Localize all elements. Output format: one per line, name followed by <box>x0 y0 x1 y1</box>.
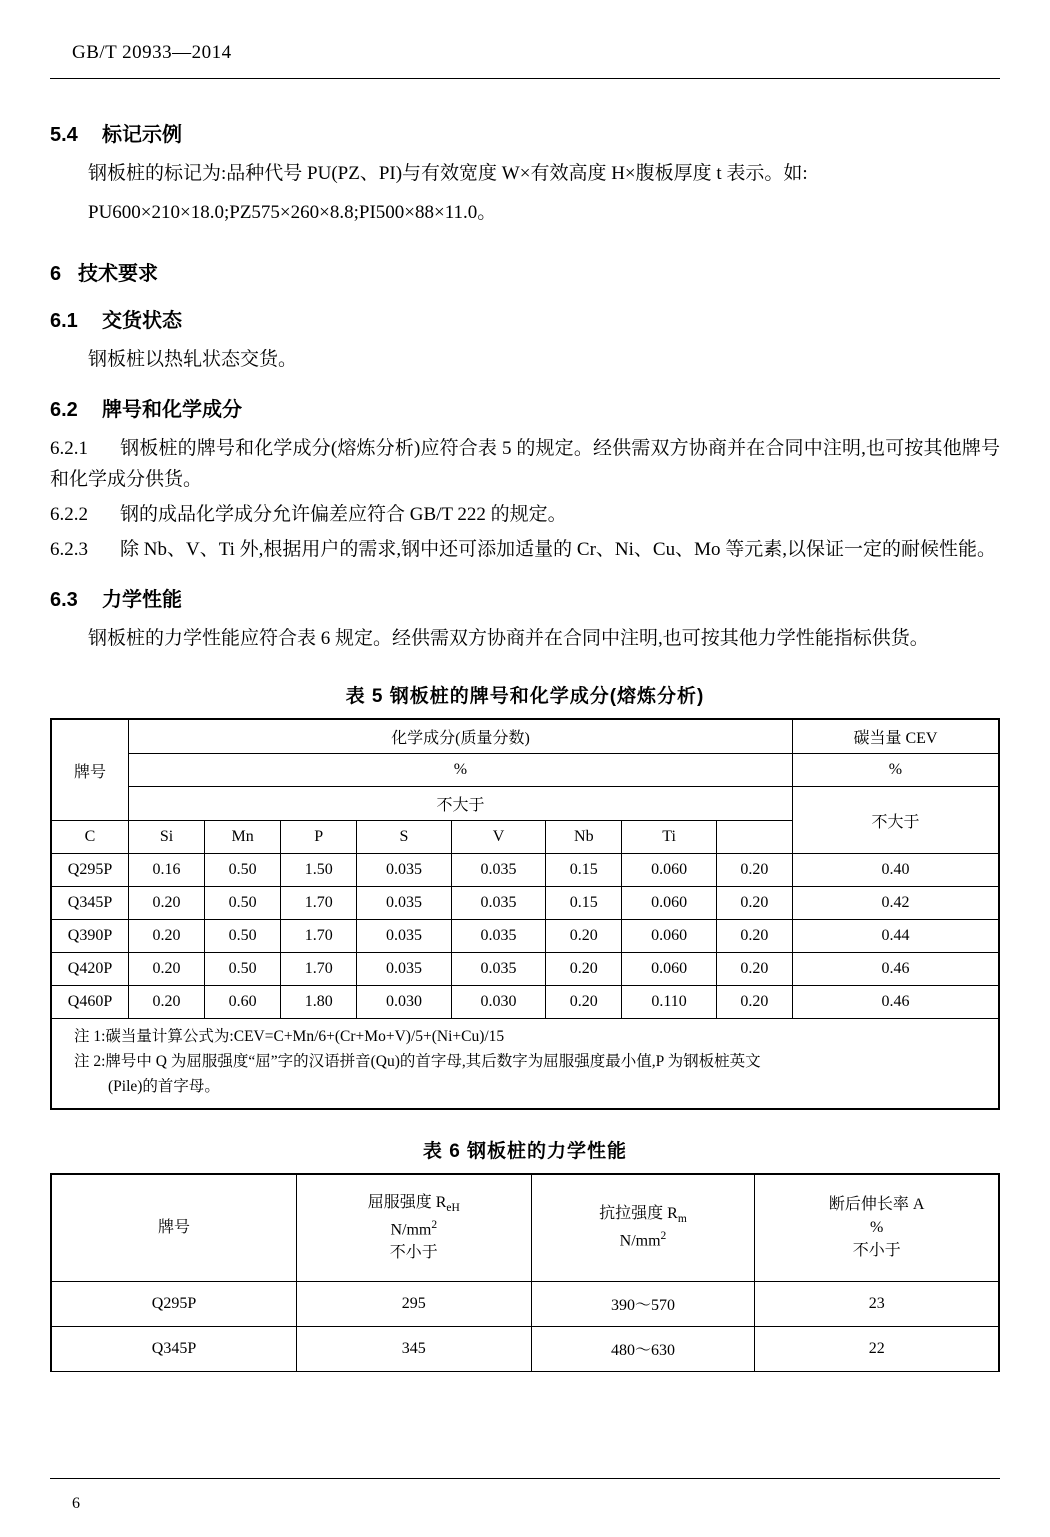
table-6-head-elong-line3: 不小于 <box>852 1242 901 1260</box>
table-row <box>51 920 999 953</box>
table-5-row-4-cev: 0.46 <box>792 986 999 1019</box>
table-5-row-2-mn: 1.70 <box>281 920 357 953</box>
table-6-row-0-tensile: 390～570 <box>531 1281 755 1326</box>
table-5-note-2-cont: (Pile)的首字母。 <box>108 1077 220 1095</box>
table-5-row-2-c: 0.20 <box>129 920 205 953</box>
heading-6-2-number: 6.2 <box>50 399 78 422</box>
heading-6-2 <box>50 393 1000 422</box>
heading-6-1-number: 6.1 <box>50 309 78 332</box>
table-row <box>51 719 999 754</box>
table-5-row-4-grade: Q460P <box>51 986 129 1019</box>
table-5-row-0-p: 0.035 <box>357 854 452 887</box>
table-5-row-4-mn: 1.80 <box>281 986 357 1019</box>
table-5-col-s: S <box>357 821 452 854</box>
clause-6-2-2-number: 6.2.2 <box>50 503 88 525</box>
table-5-head-not-greater: 不大于 <box>129 787 793 821</box>
table-5-col-mn: Mn <box>205 821 281 854</box>
table-row <box>51 1019 999 1109</box>
table-5-row-0-c: 0.16 <box>129 854 205 887</box>
clause-6-2-3-text: 除 Nb、V、Ti 外,根据用户的需求,钢中还可添加适量的 Cr、Ni、Cu、Mo 等元素,以保证一定的耐候性能。 <box>120 538 996 560</box>
table-6-row-1-elongation: 22 <box>755 1326 999 1371</box>
table-5-row-4-si: 0.60 <box>205 986 281 1019</box>
table-5-row-3-nb: 0.060 <box>622 953 717 986</box>
clause-6-2-2 <box>50 500 1000 531</box>
table-5-row-0-grade: Q295P <box>51 854 129 887</box>
para-6-1-1: 钢板桩以热轧状态交货。 <box>88 348 298 370</box>
table-5-row-0-v: 0.15 <box>546 854 622 887</box>
table-6-head-tensile-sup: 2 <box>660 1230 667 1243</box>
table-row <box>51 787 999 821</box>
table-6-head-elong-line1: 断后伸长率 A <box>828 1195 925 1213</box>
table-5-col-nb: Nb <box>546 821 622 854</box>
table-5-row-1-p: 0.035 <box>357 887 452 920</box>
table-5-col-p: P <box>281 821 357 854</box>
clause-6-2-1-number: 6.2.1 <box>50 438 88 460</box>
table-5-row-1-si: 0.50 <box>205 887 281 920</box>
heading-5-4-title: 标记示例 <box>102 124 182 146</box>
table-5-row-2-cev: 0.44 <box>792 920 999 953</box>
table-row <box>51 754 999 787</box>
table-5-col-v: V <box>451 821 546 854</box>
table-6-head-yield-limit: 不小于 <box>389 1244 438 1262</box>
table-5-row-1-nb: 0.060 <box>622 887 717 920</box>
table-5-note-2: 注 2:牌号中 Q 为屈服强度“屈”字的汉语拼音(Qu)的首字母,其后数字为屈服强度最小值,P 为钢板桩英文 <box>74 1052 761 1070</box>
heading-6 <box>50 257 1000 286</box>
table-5-col-si: Si <box>129 821 205 854</box>
table-5-row-3-c: 0.20 <box>129 953 205 986</box>
table-6-row-1-tensile: 480～630 <box>531 1326 755 1371</box>
heading-6-title: 技术要求 <box>78 262 158 285</box>
para-6-3-1: 钢板桩的力学性能应符合表 6 规定。经供需双方协商并在合同中注明,也可按其他力学性能指标供货。 <box>88 628 929 650</box>
table-5-head-percent: % <box>129 754 793 787</box>
table-5-row-0-cev: 0.40 <box>792 854 999 887</box>
table-5-row-2-ti: 0.20 <box>716 920 792 953</box>
table-5-row-3-s: 0.035 <box>451 953 546 986</box>
heading-6-number: 6 <box>50 262 62 285</box>
table-5-head-composition: 化学成分(质量分数) <box>129 719 793 754</box>
heading-6-3-number: 6.3 <box>50 589 78 612</box>
table-5-col-c: C <box>51 821 129 854</box>
table-5-row-2-nb: 0.060 <box>622 920 717 953</box>
para-5-4-1: 钢板桩的标记为:品种代号 PU(PZ、PI)与有效宽度 W×有效高度 H×腹板厚度 t 表示。如: <box>88 163 808 184</box>
table-5-row-1-grade: Q345P <box>51 887 129 920</box>
table-5-row-1-s: 0.035 <box>451 887 546 920</box>
table-5-caption: 表 5 钢板桩的牌号和化学成分(熔炼分析) <box>345 686 705 708</box>
table-6-head-yield-sub: eH <box>446 1201 460 1214</box>
table-5-row-4-p: 0.030 <box>357 986 452 1019</box>
table-5 <box>50 718 1000 1109</box>
clause-6-2-3 <box>50 535 1000 566</box>
table-6-row-0-grade: Q295P <box>51 1281 297 1326</box>
table-row <box>51 887 999 920</box>
table-row <box>51 986 999 1019</box>
table-6-head-yield-unit: N/mm <box>390 1220 432 1238</box>
table-5-row-4-c: 0.20 <box>129 986 205 1019</box>
table-5-head-cev-not-greater: 不大于 <box>792 787 999 854</box>
heading-6-2-title: 牌号和化学成分 <box>102 399 242 422</box>
table-5-row-3-ti: 0.20 <box>716 953 792 986</box>
table-5-row-0-si: 0.50 <box>205 854 281 887</box>
table-5-row-1-ti: 0.20 <box>716 887 792 920</box>
table-5-note-1: 注 1:碳当量计算公式为:CEV=C+Mn/6+(Cr+Mo+V)/5+(Ni+Cu)/15 <box>74 1028 505 1046</box>
table-row <box>51 1174 999 1282</box>
clause-6-2-1-text: 钢板桩的牌号和化学成分(熔炼分析)应符合表 5 的规定。经供需双方协商并在合同中注明,也可按其他牌号和化学成分供货。 <box>50 438 1000 491</box>
table-5-row-4-s: 0.030 <box>451 986 546 1019</box>
table-row <box>51 1326 999 1371</box>
table-5-row-3-mn: 1.70 <box>281 953 357 986</box>
table-row <box>51 854 999 887</box>
table-6-head-grade: 牌号 <box>51 1174 297 1282</box>
table-5-row-0-mn: 1.50 <box>281 854 357 887</box>
table-5-row-2-s: 0.035 <box>451 920 546 953</box>
table-5-row-4-ti: 0.20 <box>716 986 792 1019</box>
para-5-4-2: PU600×210×18.0;PZ575×260×8.8;PI500×88×11.0。 <box>88 201 497 223</box>
document-body <box>50 100 1000 1372</box>
table-5-head-grade: 牌号 <box>51 719 129 821</box>
table-5-row-2-si: 0.50 <box>205 920 281 953</box>
table-6-head-tensile <box>531 1174 755 1282</box>
table-5-row-0-nb: 0.060 <box>622 854 717 887</box>
table-6-head-yield-sup: 2 <box>431 1218 438 1231</box>
table-6-head-elong-line2: % <box>870 1218 884 1236</box>
table-5-row-1-cev: 0.42 <box>792 887 999 920</box>
table-6-head-elongation <box>755 1174 999 1282</box>
table-row <box>51 1281 999 1326</box>
table-6-head-tensile-sub: m <box>677 1213 687 1226</box>
table-5-row-0-s: 0.035 <box>451 854 546 887</box>
table-6-row-0-elongation: 23 <box>755 1281 999 1326</box>
header-divider <box>50 78 1000 79</box>
heading-6-1 <box>50 304 1000 333</box>
table-6-row-0-yield: 295 <box>297 1281 532 1326</box>
table-6-row-1-grade: Q345P <box>51 1326 297 1371</box>
table-5-row-4-nb: 0.110 <box>622 986 717 1019</box>
table-5-head-cev-percent: % <box>792 754 999 787</box>
table-6-row-1-yield: 345 <box>297 1326 532 1371</box>
table-6-head-tensile-unit: N/mm <box>619 1232 661 1250</box>
page-number: 6 <box>72 1495 80 1512</box>
table-6-head-yield <box>297 1174 532 1282</box>
heading-6-3-title: 力学性能 <box>102 589 182 612</box>
table-6 <box>50 1173 1000 1372</box>
table-5-row-2-v: 0.20 <box>546 920 622 953</box>
clause-6-2-2-text: 钢的成品化学成分允许偏差应符合 GB/T 222 的规定。 <box>120 503 567 525</box>
table-5-row-1-v: 0.15 <box>546 887 622 920</box>
footer-divider <box>50 1478 1000 1479</box>
table-row <box>51 953 999 986</box>
heading-6-3 <box>50 583 1000 612</box>
table-5-head-cev: 碳当量 CEV <box>792 719 999 754</box>
table-5-row-1-mn: 1.70 <box>281 887 357 920</box>
table-5-row-3-p: 0.035 <box>357 953 452 986</box>
table-6-head-yield-line1: 屈服强度 R <box>367 1193 447 1211</box>
table-5-col-ti: Ti <box>622 821 717 854</box>
table-5-row-3-grade: Q420P <box>51 953 129 986</box>
clause-6-2-1 <box>50 434 1000 496</box>
heading-5-4 <box>50 118 1000 147</box>
table-5-row-3-si: 0.50 <box>205 953 281 986</box>
table-5-row-4-v: 0.20 <box>546 986 622 1019</box>
table-6-head-tensile-line1: 抗拉强度 R <box>599 1205 678 1223</box>
table-5-row-2-p: 0.035 <box>357 920 452 953</box>
table-5-notes <box>51 1019 999 1109</box>
table-6-caption: 表 6 钢板桩的力学性能 <box>422 1140 628 1162</box>
table-5-row-1-c: 0.20 <box>129 887 205 920</box>
table-5-row-2-grade: Q390P <box>51 920 129 953</box>
table-5-row-0-ti: 0.20 <box>716 854 792 887</box>
clause-6-2-3-number: 6.2.3 <box>50 538 88 560</box>
page-header: GB/T 20933—2014 <box>72 42 232 63</box>
heading-5-4-number: 5.4 <box>50 124 78 146</box>
table-5-row-3-v: 0.20 <box>546 953 622 986</box>
table-5-row-3-cev: 0.46 <box>792 953 999 986</box>
heading-6-1-title: 交货状态 <box>102 309 182 332</box>
